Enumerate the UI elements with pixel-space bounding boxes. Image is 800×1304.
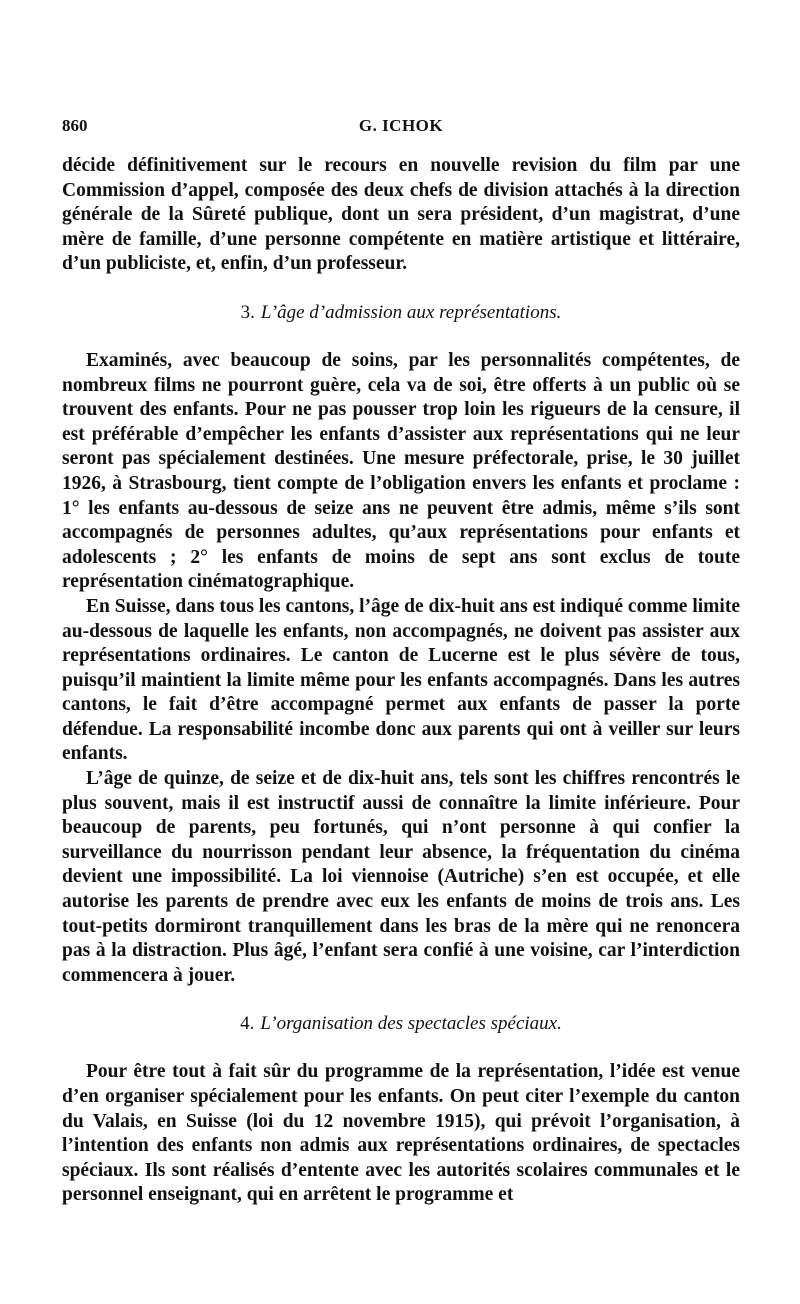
section-heading-4: [62, 1012, 740, 1036]
book-page: [62, 116, 740, 1208]
paragraph-valais: Pour être tout à fait sûr du programme de la représentation, l’idée est venue d’en organiser spécialement pour les enfants. On peut citer l’exemple du canton du Valais, en Suisse (loi du 12 novembre 1915), qui prévoit l’organisation, à l’intention des enfants non admis aux représentations ordinaires, de spectacles spéciaux. Ils sont réalisés d’entente avec les autorités scolaires communales et le personnel enseignant, qui en arrêtent le programme et: [62, 1061, 740, 1206]
section-heading-3: [62, 301, 740, 325]
page-number: 860: [62, 116, 88, 135]
paragraph-age-limits: L’âge de quinze, de seize et de dix-huit ans, tels sont les chiffres rencontrés le plus souvent, mais il est instructif aussi de connaître la limite inférieure. Pour beaucoup de parents, peu fortunés, qui n’ont personne à qui confier la surveillance du nourrisson pendant leur absence, la fréquentation du cinéma devient une impossibilité. La loi viennoise (Autriche) s’en est occupée, et elle autorise les parents de prendre avec eux les enfants de moins de trois ans. Les tout-petits dormiront tranquillement dans les bras de la mère qui ne renoncera pas à la distraction. Plus âgé, l’enfant sera confié à une voisine, car l’interdiction commencera à jouer.: [62, 768, 740, 986]
running-head-author: G. ICHOK: [358, 116, 444, 135]
paragraph-strasbourg: Examinés, avec beaucoup de soins, par les personnalités compétentes, de nombreux films ne pourront guère, cela va de soi, être offerts à un public où se trouvent des enfants. Pour ne pas pousser trop loin les rigueurs de la censure, il est préférable d’empêcher les enfants d’assister aux représentations qui ne leur seront pas spécialement destinées. Une mesure préfectorale, prise, le 30 juillet 1926, à Strasbourg, tient compte de l’obligation envers les enfants et proclame : 1° les enfants au-dessous de seize ans ne peuvent être admis, même s’ils sont accompagnés de personnes adultes, qu’aux représentations pour enfants et adolescents ; 2° les enfants de moins de sept ans sont exclus de toute représentation cinématographique.: [62, 349, 740, 593]
section-title-3: L’âge d’admission aux représentations.: [260, 301, 562, 323]
paragraph-suisse: En Suisse, dans tous les cantons, l’âge de dix-huit ans est indiqué comme limite au-dessous de laquelle les enfants, non accompagnés, ne doivent pas assister aux représentations ordinaires. Le canton de Lucerne est le plus sévère de tous, puisqu’il maintient la limite même pour les enfants accompagnés. Dans les autres cantons, le fait d’être accompagné permet aux enfants de passer la porte défendue. La responsabilité incombe donc aux parents qui ont à veiller sur leurs enfants.: [62, 595, 740, 765]
paragraph-commission: décide définitivement sur le recours en nouvelle revision du film par une Commission d’appel, composée des deux chefs de division attachés à la direction générale de la Sûreté publique, dont un sera président, d’un magistrat, d’une mère de famille, d’une personne compétente en matière artistique et littéraire, d’un publiciste, et, enfin, d’un professeur.: [62, 155, 740, 275]
section-title-4: L’organisation des spectacles spéciaux.: [260, 1013, 562, 1035]
section-number-3: 3.: [240, 301, 255, 323]
section-number-4: 4.: [240, 1013, 255, 1035]
running-head: [62, 116, 740, 144]
